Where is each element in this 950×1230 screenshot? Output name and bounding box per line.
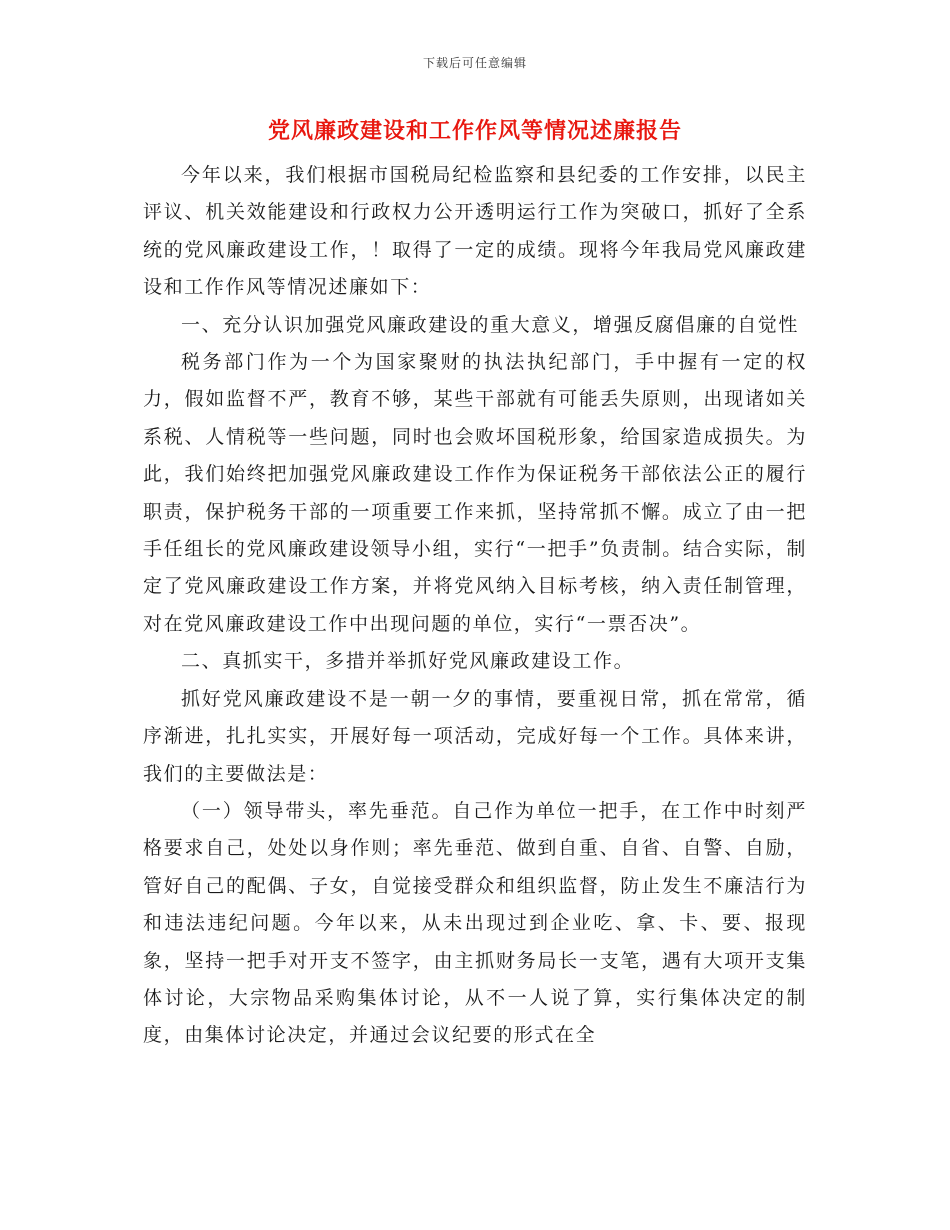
section-heading-two: 二、真抓实干，多措并举抓好党风廉政建设工作。 — [181, 650, 635, 673]
body-paragraph-intro: 今年以来，我们根据市国税局纪检监察和县纪委的工作安排，以民主评议、机关效能建设和行政权力公开透明运行工作为突破口，抓好了全系统的党风廉政建设工作，！取得了一定的成绩。现将今年我局党风廉政建设和工作作风等情况述廉如下： — [143, 164, 807, 299]
document-body — [143, 157, 807, 1055]
body-paragraph-tax-dept: 税务部门作为一个为国家聚财的执法执纪部门，手中握有一定的权力，假如监督不严，教育不够，某些干部就有可能丢失原则，出现诸如关系税、人情税等一些问题，同时也会败坏国税形象，给国家造成损失。为此，我们始终把加强党风廉政建设工作作为保证税务干部依法公正的履行职责，保护税务干部的一项重要工作来抓，坚持常抓不懈。成立了由一把手任组长的党风廉政建设领导小组，实行“一把手”负责制。结合实际，制定了党风廉政建设工作方案，并将党风纳入目标考核，纳入责任制管理，对在党风廉政建设工作中出现问题的单位，实行“一票否决”。 — [143, 351, 807, 635]
document-title: 党风廉政建设和工作作风等情况述廉报告 — [267, 118, 682, 144]
section-heading-one: 一、充分认识加强党风廉政建设的重大意义，增强反腐倡廉的自觉性 — [181, 313, 800, 336]
page-header: 下载后可任意编辑 — [422, 56, 527, 70]
body-paragraph-leadership: （一）领导带头，率先垂范。自己作为单位一把手，在工作中时刻严格要求自己，处处以身作则；率先垂范、做到自重、自省、自警、自励，管好自己的配偶、子女，自觉接受群众和组织监督，防止发生不廉洁行为和违法违纪问题。今年以来，从未出现过到企业吃、拿、卡、要、报现象，坚持一把手对开支不签字，由主抓财务局长一支笔，遇有大项开支集体讨论，大宗物品采购集体讨论，从不一人说了算，实行集体决定的制度，由集体讨论决定，并通过会议纪要的形式在全 — [143, 799, 807, 1047]
body-paragraph-approach: 抓好党风廉政建设不是一朝一夕的事情，要重视日常，抓在常常，循序渐进，扎扎实实，开展好每一项活动，完成好每一个工作。具体来讲，我们的主要做法是： — [143, 687, 807, 785]
